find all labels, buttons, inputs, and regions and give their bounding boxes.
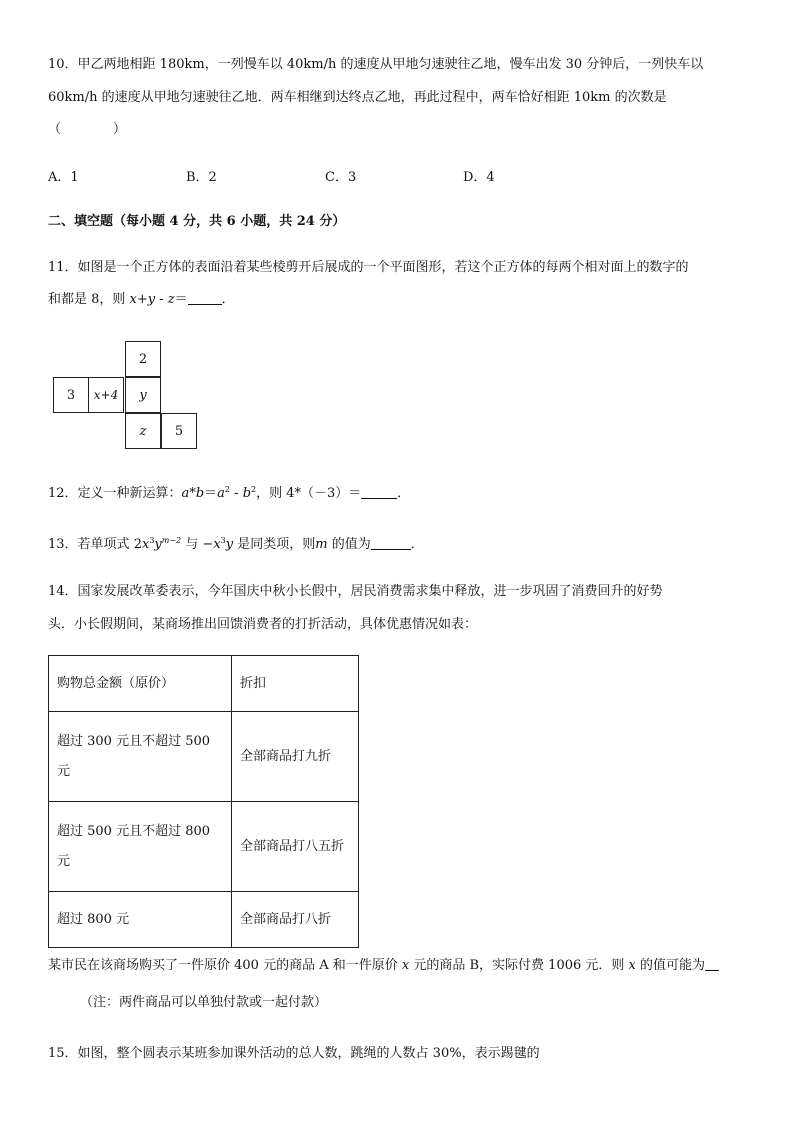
q14-after-line xyxy=(48,956,719,976)
table-header-amount: 购物总金额（原价） xyxy=(49,656,232,712)
q13-line xyxy=(48,531,424,555)
net-cell-mid-left: x+4 xyxy=(88,377,124,413)
q11-line2 xyxy=(48,290,235,310)
table-cell-discount: 全部商品打八折 xyxy=(232,892,359,948)
table-row xyxy=(49,712,359,802)
q10-option-a: A．1 xyxy=(48,170,79,185)
amount-line1: 超过 300 元且不超过 500 xyxy=(57,733,211,749)
q12-answer-blank[interactable] xyxy=(361,484,397,499)
q13-mono2-y: y xyxy=(225,537,234,552)
net-cell-bottom: z xyxy=(125,413,161,449)
q10-line3: （ ） xyxy=(48,122,127,137)
q14-note: （注：两件商品可以单独付款或一起付款） xyxy=(80,995,328,1010)
q14-line2: 头．小长假期间，某商场推出回馈消费者的打折活动，具体优惠情况如表： xyxy=(48,617,478,632)
q12-prefix: 12．定义一种新运算： xyxy=(48,486,182,501)
q13-mono1-yexp: m−2 xyxy=(161,536,182,545)
q14-var-x2: x xyxy=(628,958,636,973)
q11-end: ． xyxy=(221,292,235,307)
q11-expression: x+y - z xyxy=(129,292,175,307)
table-row xyxy=(49,892,359,948)
q10-line1: 10．甲乙两地相距 180km，一列慢车以 40km/h 的速度从甲地匀速驶往乙地，慢车出发 30 分钟后，一列快车以 xyxy=(48,57,704,72)
q12-mid: ，则 4*（－3）＝ xyxy=(256,486,362,501)
q12-var-a2: a xyxy=(217,486,225,501)
q13-mono2-coef: − xyxy=(202,537,214,552)
q12-var-b: b xyxy=(195,486,205,501)
amount-line1: 超过 500 元且不超过 800 xyxy=(57,823,211,839)
q10-option-d: D．4 xyxy=(463,170,495,185)
q11-answer-blank[interactable] xyxy=(188,290,222,305)
q14-after-a: 某市民在该商场购买了一件原价 400 元的商品 A 和一件原价 xyxy=(48,958,402,973)
q11-equals: ＝ xyxy=(174,292,188,307)
table-row xyxy=(49,802,359,892)
net-cell-top: 2 xyxy=(125,341,161,377)
amount-line2: 元 xyxy=(57,763,71,779)
q13-mono2-x: x xyxy=(213,537,221,552)
q14-after-b: 元的商品 B，实际付费 1006 元．则 xyxy=(409,958,629,973)
q13-mid: 是同类项，则 xyxy=(233,537,316,552)
q12-minus: - xyxy=(230,486,243,501)
q13-mono1-coef: 2 xyxy=(133,537,142,552)
q12-exp-b: 2 xyxy=(251,485,257,494)
section-title: 二、填空题（每小题 4 分，共 6 小题，共 24 分） xyxy=(48,214,346,229)
q13-mono1-y: y xyxy=(154,537,162,552)
q13-var-m: m xyxy=(315,537,328,552)
q11-prefix: 和都是 8，则 xyxy=(48,292,130,307)
q10-line2: 60km/h 的速度从甲地匀速驶往乙地．两车相继到达终点乙地，再此过程中，两车恰好相距 10km 的次数是 xyxy=(48,90,667,105)
q13-end: ． xyxy=(410,537,424,552)
q14-after-c: 的值可能为 xyxy=(635,958,706,973)
q13-mono2-xexp: 3 xyxy=(220,536,226,545)
q10-option-b: B．2 xyxy=(186,170,217,185)
discount-table xyxy=(48,655,359,948)
q13-answer-blank[interactable] xyxy=(371,535,411,550)
q12-var-a: a xyxy=(181,486,190,501)
q14-answer-blank[interactable] xyxy=(705,956,719,971)
table-cell-amount xyxy=(49,802,232,892)
table-cell-amount: 超过 800 元 xyxy=(49,892,232,948)
q10-option-c: C．3 xyxy=(325,170,357,185)
table-cell-discount: 全部商品打九折 xyxy=(232,712,359,802)
table-header-discount: 折扣 xyxy=(232,656,359,712)
table-cell-discount: 全部商品打八五折 xyxy=(232,802,359,892)
q12-star: * xyxy=(189,486,196,501)
q13-suffix: 的值为 xyxy=(327,537,371,552)
q12-var-b2: b xyxy=(242,486,252,501)
q13-mono1-x: x xyxy=(141,537,150,552)
q13-conj: 与 xyxy=(181,537,203,552)
q15-line1: 15．如图，整个圆表示某班参加课外活动的总人数，跳绳的人数占 30%，表示踢毽的 xyxy=(48,1046,540,1061)
q13-prefix: 13．若单项式 xyxy=(48,537,134,552)
q14-var-x: x xyxy=(401,958,410,973)
q12-exp-a: 2 xyxy=(224,485,231,494)
amount-line2: 元 xyxy=(57,853,71,869)
net-cell-center: y xyxy=(125,377,161,413)
q11-line1: 11．如图是一个正方体的表面沿着某些棱剪开后展成的一个平面图形，若这个正方体的每两个相对面上的数字的 xyxy=(48,260,689,275)
net-cell-bottom-right: 5 xyxy=(161,413,197,449)
q12-eq: ＝ xyxy=(204,486,218,501)
q14-line1: 14．国家发展改革委表示，今年国庆中秋小长假中，居民消费需求集中释放，进一步巩固了消费回升的好势 xyxy=(48,584,663,599)
q13-mono1-xexp: 3 xyxy=(149,536,155,545)
table-cell-amount xyxy=(49,712,232,802)
q12-line xyxy=(48,480,410,504)
net-cell-left: 3 xyxy=(53,377,89,413)
table-header-row xyxy=(49,656,359,712)
q12-end: ． xyxy=(397,486,411,501)
